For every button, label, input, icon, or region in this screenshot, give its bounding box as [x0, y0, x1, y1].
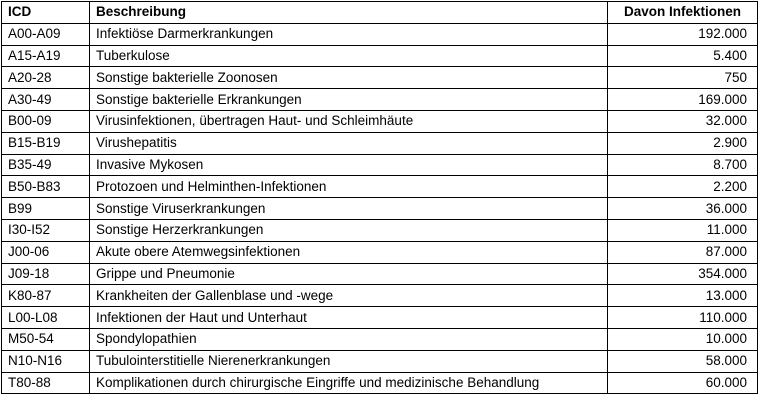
cell-icd: B00-09 [2, 110, 90, 132]
cell-icd: B99 [2, 198, 90, 220]
cell-infektionen: 36.000 [608, 198, 758, 220]
table-row [2, 307, 758, 329]
cell-beschreibung: Tubulointerstitielle Nierenerkrankungen [90, 350, 608, 372]
table-row [2, 67, 758, 89]
cell-infektionen: 750 [608, 67, 758, 89]
cell-beschreibung: Akute obere Atemwegsinfektionen [90, 241, 608, 263]
table-row [2, 23, 758, 45]
table-row [2, 110, 758, 132]
cell-beschreibung: Protozoen und Helminthen-Infektionen [90, 176, 608, 198]
cell-beschreibung: Virushepatitis [90, 132, 608, 154]
cell-beschreibung: Sonstige Viruserkrankungen [90, 198, 608, 220]
cell-infektionen: 110.000 [608, 307, 758, 329]
cell-beschreibung: Infektiöse Darmerkrankungen [90, 23, 608, 45]
table-row [2, 372, 758, 394]
table-row [2, 285, 758, 307]
cell-icd: J09-18 [2, 263, 90, 285]
cell-beschreibung: Sonstige bakterielle Zoonosen [90, 67, 608, 89]
cell-beschreibung: Sonstige Herzerkrankungen [90, 219, 608, 241]
cell-icd: A20-28 [2, 67, 90, 89]
cell-infektionen: 2.900 [608, 132, 758, 154]
cell-infektionen: 354.000 [608, 263, 758, 285]
cell-icd: K80-87 [2, 285, 90, 307]
cell-infektionen: 192.000 [608, 23, 758, 45]
header-davon-infektionen: Davon Infektionen [608, 2, 758, 24]
cell-beschreibung: Invasive Mykosen [90, 154, 608, 176]
cell-beschreibung: Komplikationen durch chirurgische Eingriffe und medizinische Behandlung [90, 372, 608, 394]
cell-icd: T80-88 [2, 372, 90, 394]
cell-infektionen: 87.000 [608, 241, 758, 263]
header-icd: ICD [2, 2, 90, 24]
cell-beschreibung: Tuberkulose [90, 45, 608, 67]
cell-icd: A30-49 [2, 89, 90, 111]
icd-infections-table [1, 1, 758, 394]
table-body [2, 23, 758, 394]
table-row [2, 89, 758, 111]
cell-icd: B35-49 [2, 154, 90, 176]
cell-icd: A00-A09 [2, 23, 90, 45]
cell-beschreibung: Krankheiten der Gallenblase und -wege [90, 285, 608, 307]
cell-infektionen: 11.000 [608, 219, 758, 241]
table-row [2, 263, 758, 285]
cell-infektionen: 5.400 [608, 45, 758, 67]
table-row [2, 219, 758, 241]
table-row [2, 45, 758, 67]
cell-infektionen: 169.000 [608, 89, 758, 111]
cell-icd: N10-N16 [2, 350, 90, 372]
cell-infektionen: 58.000 [608, 350, 758, 372]
cell-infektionen: 2.200 [608, 176, 758, 198]
table-row [2, 328, 758, 350]
cell-icd: L00-L08 [2, 307, 90, 329]
cell-icd: I30-I52 [2, 219, 90, 241]
header-row [2, 2, 758, 24]
table-row [2, 198, 758, 220]
cell-beschreibung: Spondylopathien [90, 328, 608, 350]
cell-infektionen: 13.000 [608, 285, 758, 307]
table-row [2, 241, 758, 263]
table-row [2, 350, 758, 372]
cell-icd: B50-B83 [2, 176, 90, 198]
cell-infektionen: 32.000 [608, 110, 758, 132]
cell-beschreibung: Virusinfektionen, übertragen Haut- und Schleimhäute [90, 110, 608, 132]
table-row [2, 154, 758, 176]
header-beschreibung: Beschreibung [90, 2, 608, 24]
cell-infektionen: 60.000 [608, 372, 758, 394]
cell-beschreibung: Grippe und Pneumonie [90, 263, 608, 285]
table-row [2, 176, 758, 198]
table-row [2, 132, 758, 154]
cell-icd: J00-06 [2, 241, 90, 263]
cell-infektionen: 8.700 [608, 154, 758, 176]
cell-infektionen: 10.000 [608, 328, 758, 350]
cell-beschreibung: Sonstige bakterielle Erkrankungen [90, 89, 608, 111]
cell-icd: M50-54 [2, 328, 90, 350]
cell-icd: A15-A19 [2, 45, 90, 67]
cell-icd: B15-B19 [2, 132, 90, 154]
cell-beschreibung: Infektionen der Haut und Unterhaut [90, 307, 608, 329]
